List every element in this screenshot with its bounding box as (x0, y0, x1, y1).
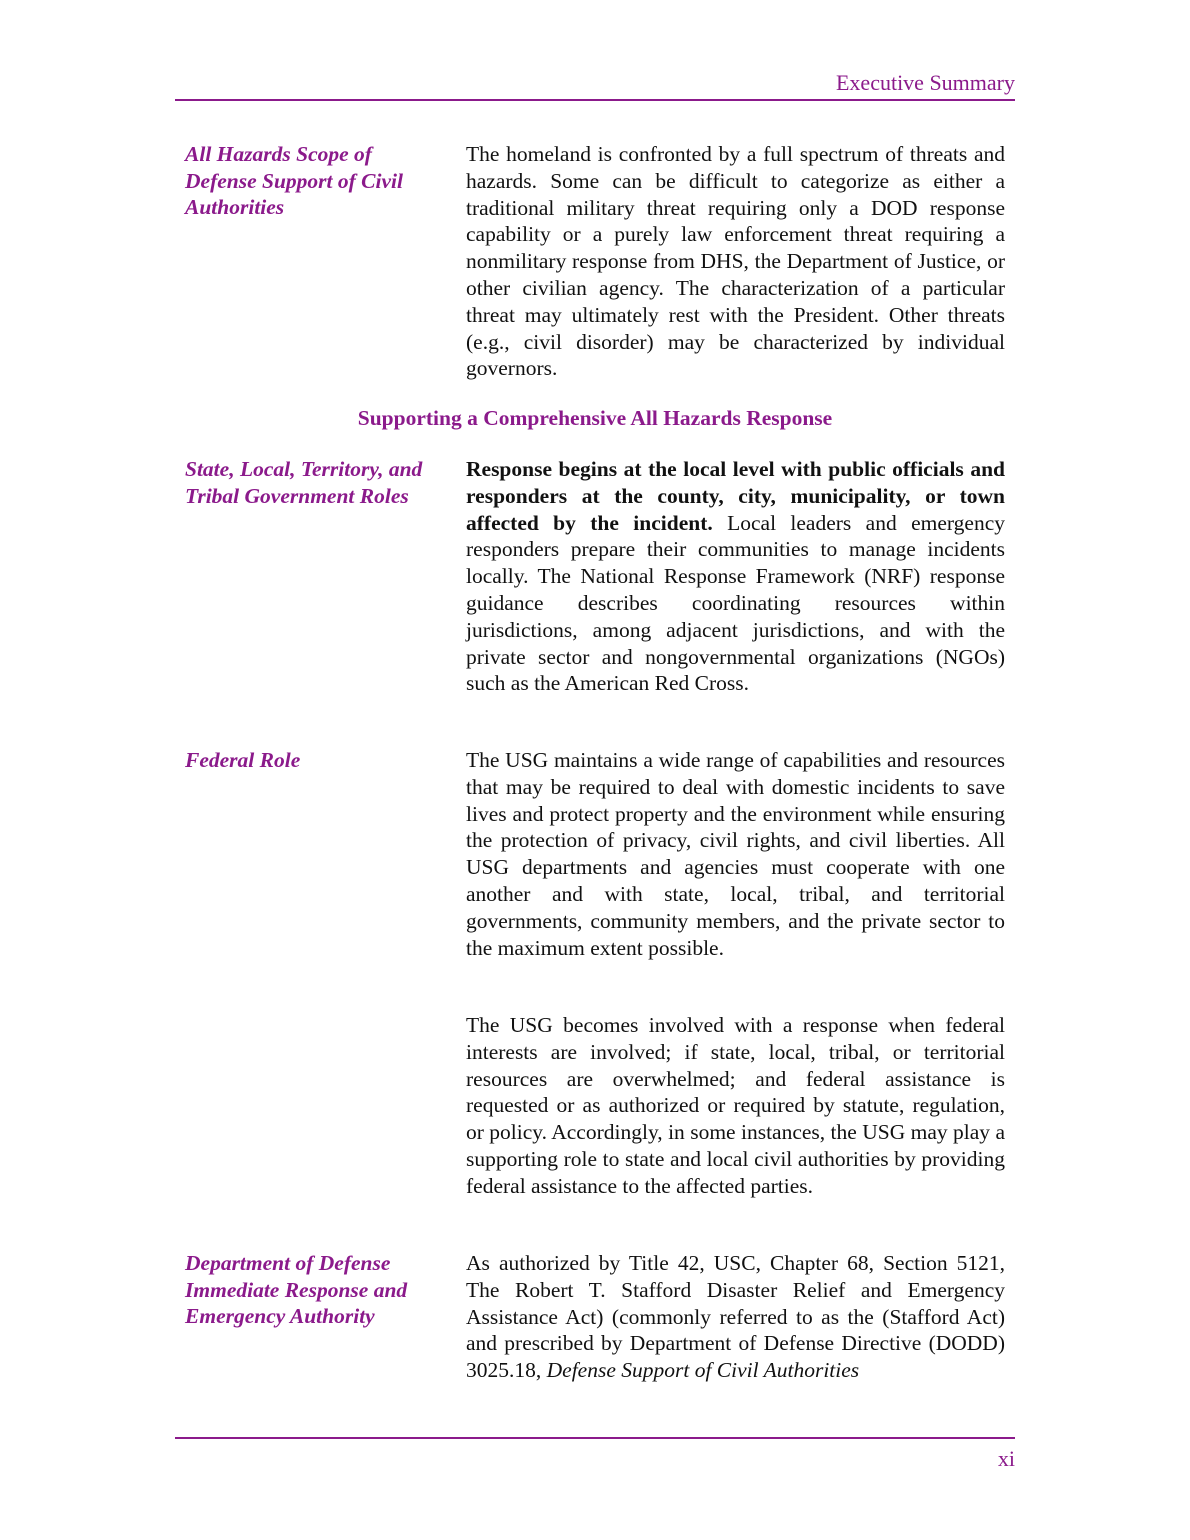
side-heading-dod-authority: Department of Defense Immediate Response and Emergency Authority (185, 1251, 408, 1329)
paragraph-rest: Local leaders and emergency responders prepare their communities to manage incidents locally. The National Response Framework (NRF) response guidance describes coordinating resources within jurisdictions, among adjacent jurisdictions, and with the private sector and nongovernmental organizations (NGOs) such as the American Red Cross. (466, 510, 1005, 696)
bold-lead: Response begins at the local level with public officials and responders at the county, city, municipality, or town affected by the incident. (466, 457, 1005, 535)
paragraph-dod-authority (466, 1250, 1005, 1384)
center-heading: Supporting a Comprehensive All Hazards Response (357, 406, 833, 430)
header-title: Executive Summary (835, 70, 1015, 95)
header-rule (175, 99, 1015, 101)
side-heading-state-roles: State, Local, Territory, and Tribal Government Roles (185, 457, 423, 508)
side-heading-federal-role: Federal Role (185, 748, 301, 772)
dod-italic-title: Defense Support of Civil Authorities (546, 1358, 860, 1383)
dod-text: As authorized by Title 42, USC, Chapter 68, Section 5121, The Robert T. Stafford Disaster Relief and Emergency Assistance Act) (commonly referred to as the (Stafford Act) and prescribed by Department of Defense Directive (DODD) 3025.18, (466, 1251, 1005, 1383)
paragraph-federal-role-1: The USG maintains a wide range of capabilities and resources that may be required to deal with domestic incidents to save lives and protect property and the environment while ensuring the protection of privacy, civil rights, and civil liberties. All USG departments and agencies must cooperate with one another and with state, local, tribal, and territorial governments, community members, and the private sector to the maximum extent possible. (466, 748, 1005, 960)
paragraph-state-roles (466, 456, 1005, 697)
side-heading-all-hazards: All Hazards Scope of Defense Support of Civil Authorities (185, 142, 403, 220)
paragraph-federal-role-2: The USG becomes involved with a response when federal interests are involved; if state, local, tribal, or territorial resources are overwhelmed; and federal assistance is requested or as authorized or required by statute, regulation, or policy. Accordingly, in some instances, the USG may play a supporting role to state and local civil authorities by providing federal assistance to the affected parties. (466, 1013, 1005, 1198)
footer-rule (175, 1437, 1015, 1439)
page-number: xi (997, 1446, 1015, 1471)
paragraph-all-hazards: The homeland is confronted by a full spectrum of threats and hazards. Some can be difficult to categorize as either a traditional military threat requiring only a DOD response capability or a purely law enforcement threat requiring a nonmilitary response from DHS, the Department of Justice, or other civilian agency. The characterization of a particular threat may ultimately rest with the President. Other threats (e.g., civil disorder) may be characterized by individual governors. (466, 142, 1005, 381)
